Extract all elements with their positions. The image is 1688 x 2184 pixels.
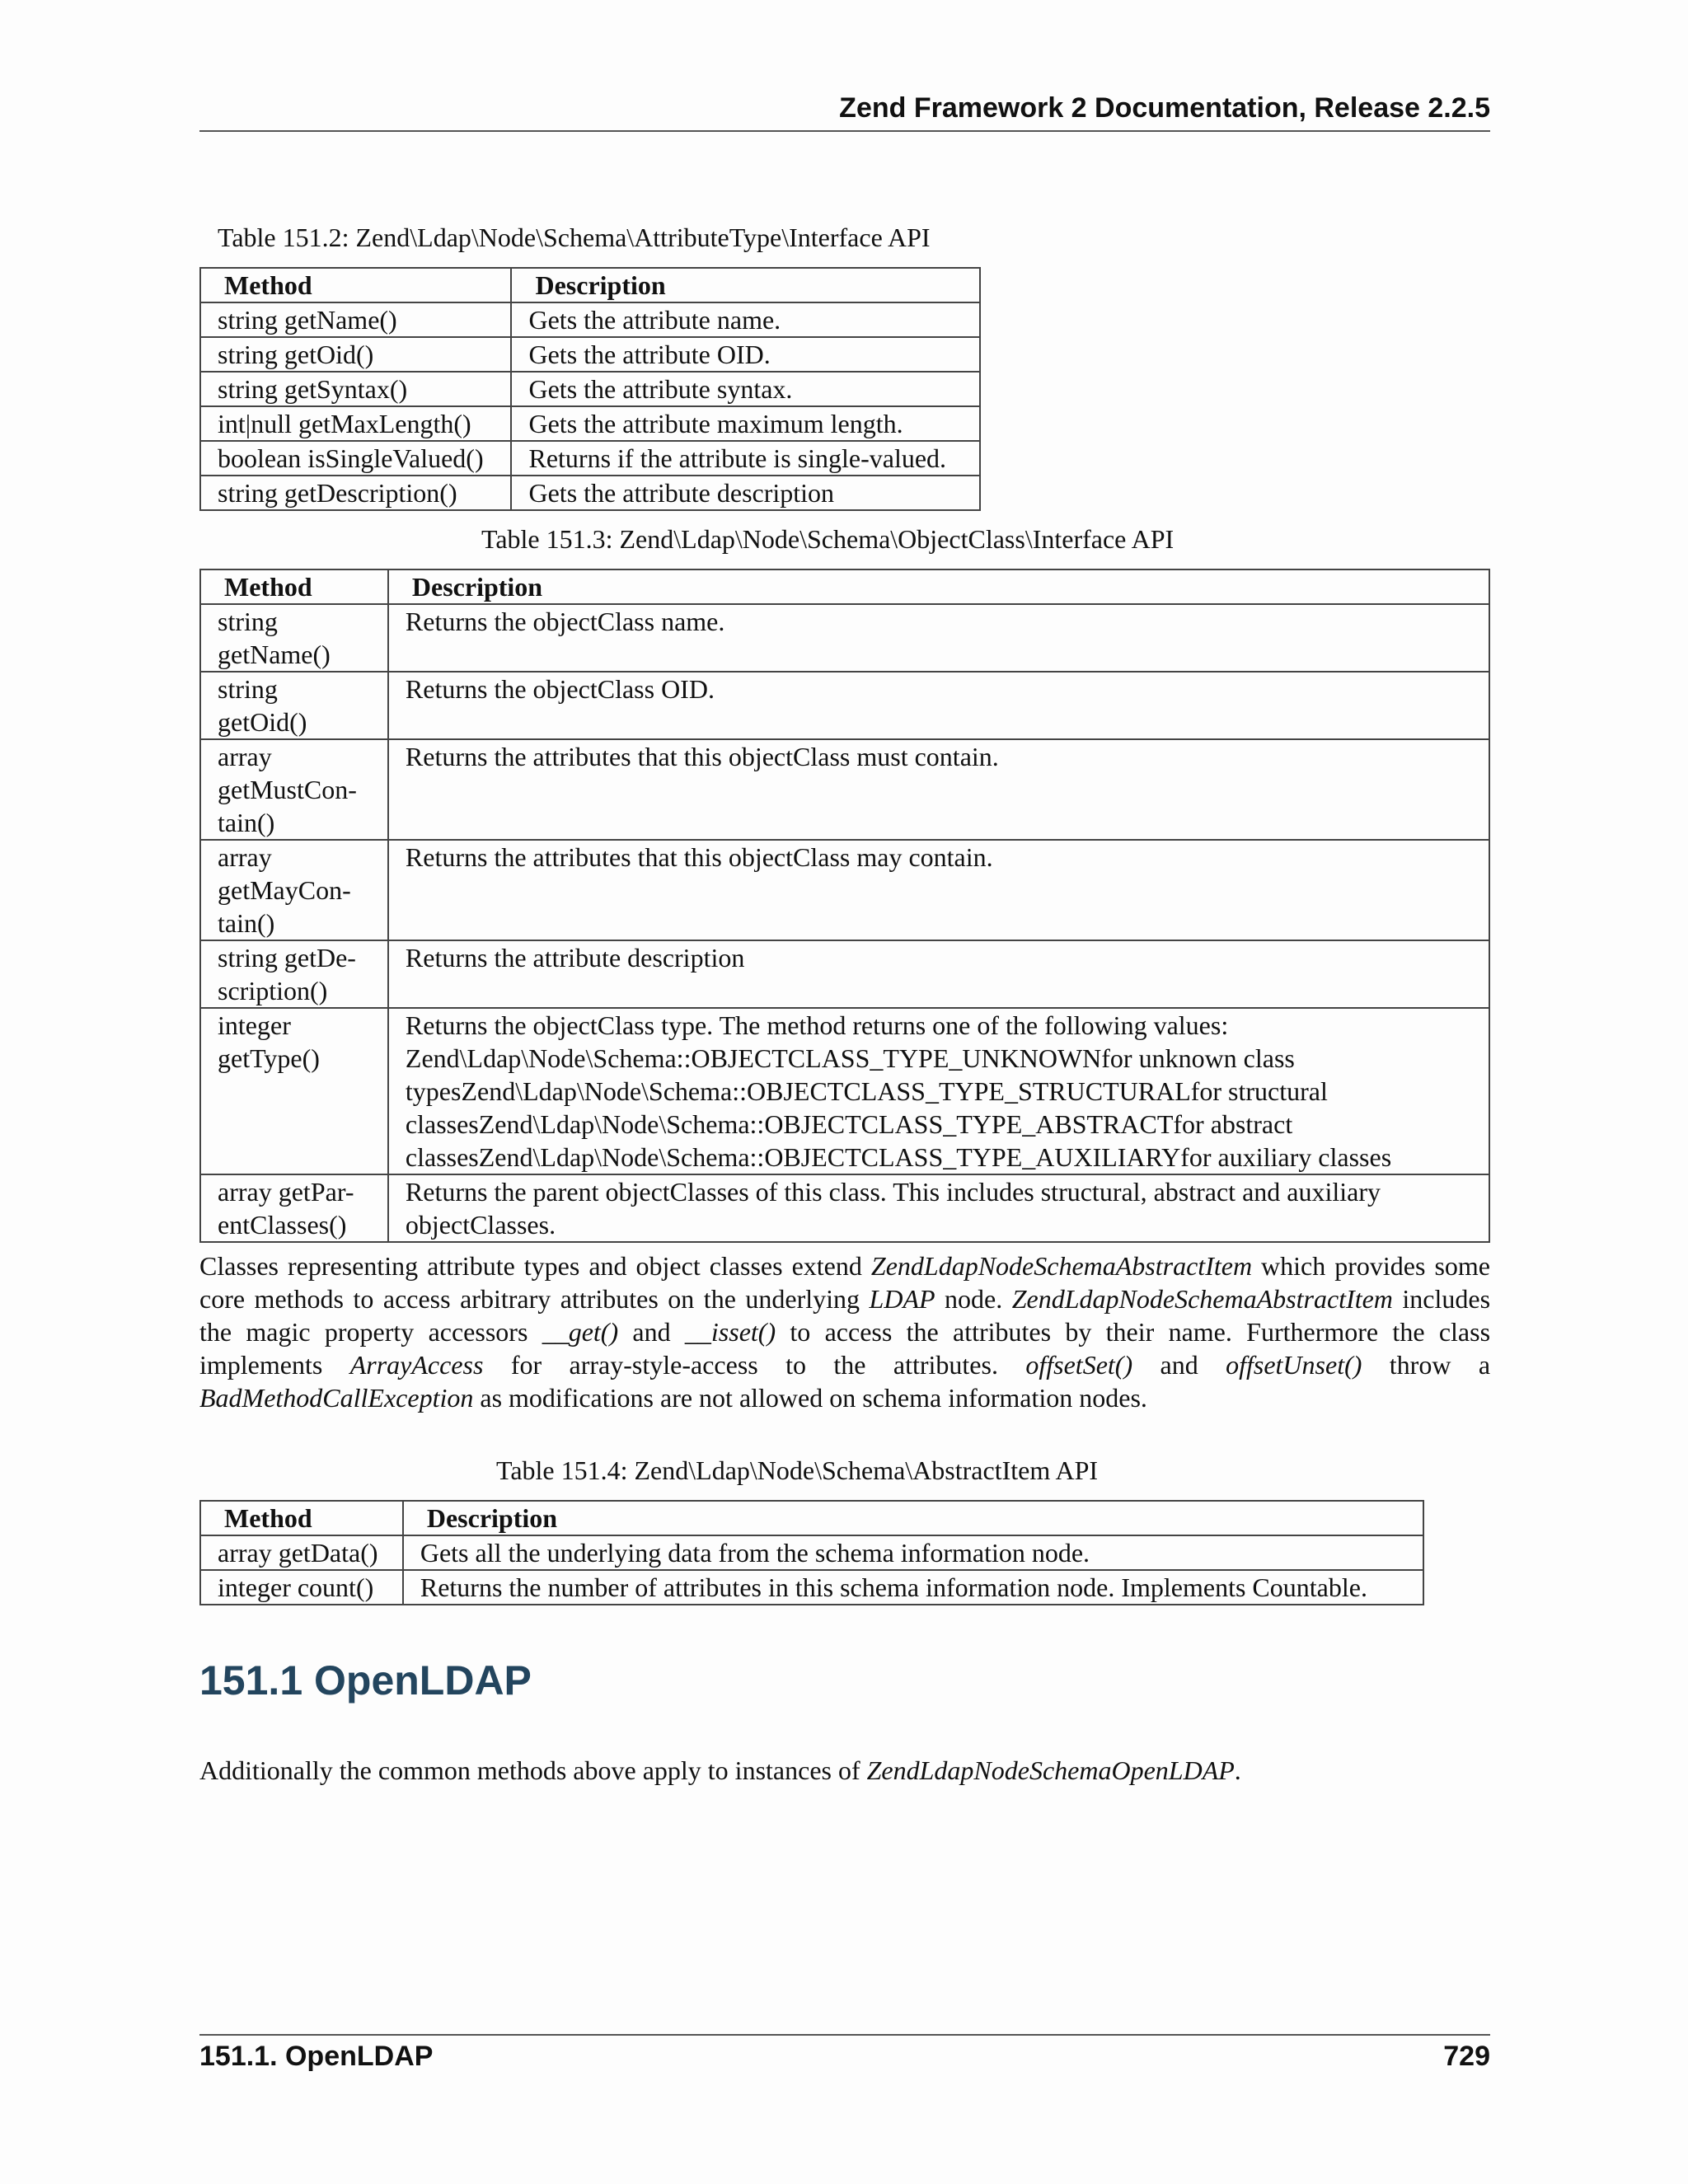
table-row — [200, 604, 1489, 672]
method-description-cell: Gets the attribute name. — [511, 302, 980, 337]
method-description-cell: Returns the objectClass OID. — [388, 672, 1489, 739]
section-heading-openldap: 151.1 OpenLDAP — [199, 1657, 532, 1704]
class-name-reference: ZendLdapNodeSchemaAbstractItem — [1011, 1284, 1393, 1314]
table-row — [200, 840, 1489, 940]
running-header-title: Zend Framework 2 Documentation, Release 2.2.5 — [839, 92, 1490, 124]
table-row — [200, 739, 1489, 840]
column-header-description: Description — [511, 268, 980, 302]
paragraph-text: and — [1132, 1350, 1226, 1380]
table-row — [200, 406, 980, 441]
paragraph-text: Additionally the common methods above apply to instances of — [199, 1755, 867, 1785]
paragraph-text: Classes representing attribute types and object classes extend — [199, 1251, 871, 1281]
objectclass-api-table — [199, 569, 1490, 1243]
method-signature-cell: boolean isSingleValued() — [200, 441, 511, 476]
method-signature-cell: integer getType() — [200, 1008, 388, 1174]
abstractitem-api-table — [199, 1500, 1424, 1605]
table-row — [200, 1535, 1423, 1570]
method-description-cell: Returns the objectClass type. The method returns one of the following values: Zend\Ldap\Node\Schema::OBJECTCLASS_TYPE_UNKNOWNfor unknown class typesZend\Ldap\Node\Schema::OBJECTCLASS_TYPE_STRUCTURALfor structural classesZend\Ldap\Node\Schema::OBJECTCLASS_TYPE_ABSTRACTfor abstract classesZend\Ldap\Node\Schema::OBJECTCLASS_TYPE_AUXILIARYfor auxiliary classes — [388, 1008, 1489, 1174]
paragraph-text: . — [1234, 1755, 1241, 1785]
table-row — [200, 441, 980, 476]
column-header-method: Method — [200, 1501, 403, 1535]
method-reference: __get() — [542, 1317, 619, 1347]
method-signature-cell: string getSyntax() — [200, 372, 511, 406]
attributetype-api-table — [199, 267, 981, 511]
method-description-cell: Returns the attributes that this objectClass must contain. — [388, 739, 1489, 840]
paragraph-text: as modifications are not allowed on schema information nodes. — [473, 1383, 1147, 1413]
method-signature-cell: integer count() — [200, 1570, 403, 1605]
method-signature-cell: int|null getMaxLength() — [200, 406, 511, 441]
paragraph-text: to access the attributes by their name. Furthermore the class implements — [199, 1317, 1491, 1380]
method-signature-cell: array getPar- entClasses() — [200, 1174, 388, 1242]
table-row — [200, 1570, 1423, 1605]
protocol-reference: LDAP — [869, 1284, 935, 1314]
paragraph-text: node. — [935, 1284, 1012, 1314]
paragraph-text: throw a — [1362, 1350, 1491, 1380]
table-header-row — [200, 569, 1489, 604]
method-signature-cell: array getMustCon- tain() — [200, 739, 388, 840]
table-header-row — [200, 1501, 1423, 1535]
openldap-paragraph — [199, 1754, 1490, 1787]
method-signature-cell: string getOid() — [200, 672, 388, 739]
table-caption-abstractitem: Table 151.4: Zend\Ldap\Node\Schema\AbstractItem API — [496, 1455, 1099, 1485]
paragraph-text: which provides some core methods to access arbitrary attributes on the underlying — [199, 1251, 1491, 1314]
method-signature-cell: string getName() — [200, 604, 388, 672]
exception-reference: BadMethodCallException — [199, 1383, 474, 1413]
interface-reference: ArrayAccess — [349, 1350, 484, 1380]
method-description-cell: Returns the attributes that this objectClass may contain. — [388, 840, 1489, 940]
method-signature-cell: string getDe- scription() — [200, 940, 388, 1008]
paragraph-text: for array-style-access to the attributes. — [483, 1350, 1026, 1380]
paragraph-text: and — [618, 1317, 685, 1347]
method-description-cell: Returns the objectClass name. — [388, 604, 1489, 672]
method-description-cell: Gets the attribute maximum length. — [511, 406, 980, 441]
method-signature-cell: string getDescription() — [200, 476, 511, 510]
table-caption-attributetype: Table 151.2: Zend\Ldap\Node\Schema\AttributeType\Interface API — [218, 223, 931, 252]
abstractitem-paragraph — [199, 1249, 1490, 1414]
column-header-description: Description — [388, 569, 1489, 604]
column-header-description: Description — [403, 1501, 1423, 1535]
table-row — [200, 302, 980, 337]
method-signature-cell: string getName() — [200, 302, 511, 337]
table-row — [200, 672, 1489, 739]
method-reference: offsetSet() — [1025, 1350, 1133, 1380]
table-row — [200, 476, 980, 510]
method-description-cell: Gets the attribute OID. — [511, 337, 980, 372]
table-row — [200, 337, 980, 372]
table-row — [200, 940, 1489, 1008]
footer-section-label: 151.1. OpenLDAP — [199, 2041, 434, 2072]
header-rule — [199, 130, 1490, 132]
method-description-cell: Returns if the attribute is single-valued. — [511, 441, 980, 476]
column-header-method: Method — [200, 569, 388, 604]
method-reference: offsetUnset() — [1226, 1350, 1362, 1380]
method-reference: __isset() — [684, 1317, 776, 1347]
method-signature-cell: array getData() — [200, 1535, 403, 1570]
paragraph-text: includes the magic property accessors — [199, 1284, 1491, 1347]
column-header-method: Method — [200, 268, 511, 302]
method-signature-cell: array getMayCon- tain() — [200, 840, 388, 940]
method-signature-cell: string getOid() — [200, 337, 511, 372]
class-name-reference: ZendLdapNodeSchemaAbstractItem — [870, 1251, 1253, 1281]
method-description-cell: Gets all the underlying data from the schema information node. — [403, 1535, 1423, 1570]
table-header-row — [200, 268, 980, 302]
table-row — [200, 1008, 1489, 1174]
method-description-cell: Returns the attribute description — [388, 940, 1489, 1008]
footer-rule — [199, 2034, 1490, 2036]
table-row — [200, 1174, 1489, 1242]
class-name-reference: ZendLdapNodeSchemaOpenLDAP — [866, 1755, 1235, 1785]
method-description-cell: Returns the number of attributes in this schema information node. Implements Countable. — [403, 1570, 1423, 1605]
method-description-cell: Returns the parent objectClasses of this class. This includes structural, abstract and auxiliary objectClasses. — [388, 1174, 1489, 1242]
table-caption-objectclass: Table 151.3: Zend\Ldap\Node\Schema\ObjectClass\Interface API — [481, 524, 1175, 554]
method-description-cell: Gets the attribute syntax. — [511, 372, 980, 406]
table-row — [200, 372, 980, 406]
page-number: 729 — [1443, 2041, 1490, 2072]
method-description-cell: Gets the attribute description — [511, 476, 980, 510]
